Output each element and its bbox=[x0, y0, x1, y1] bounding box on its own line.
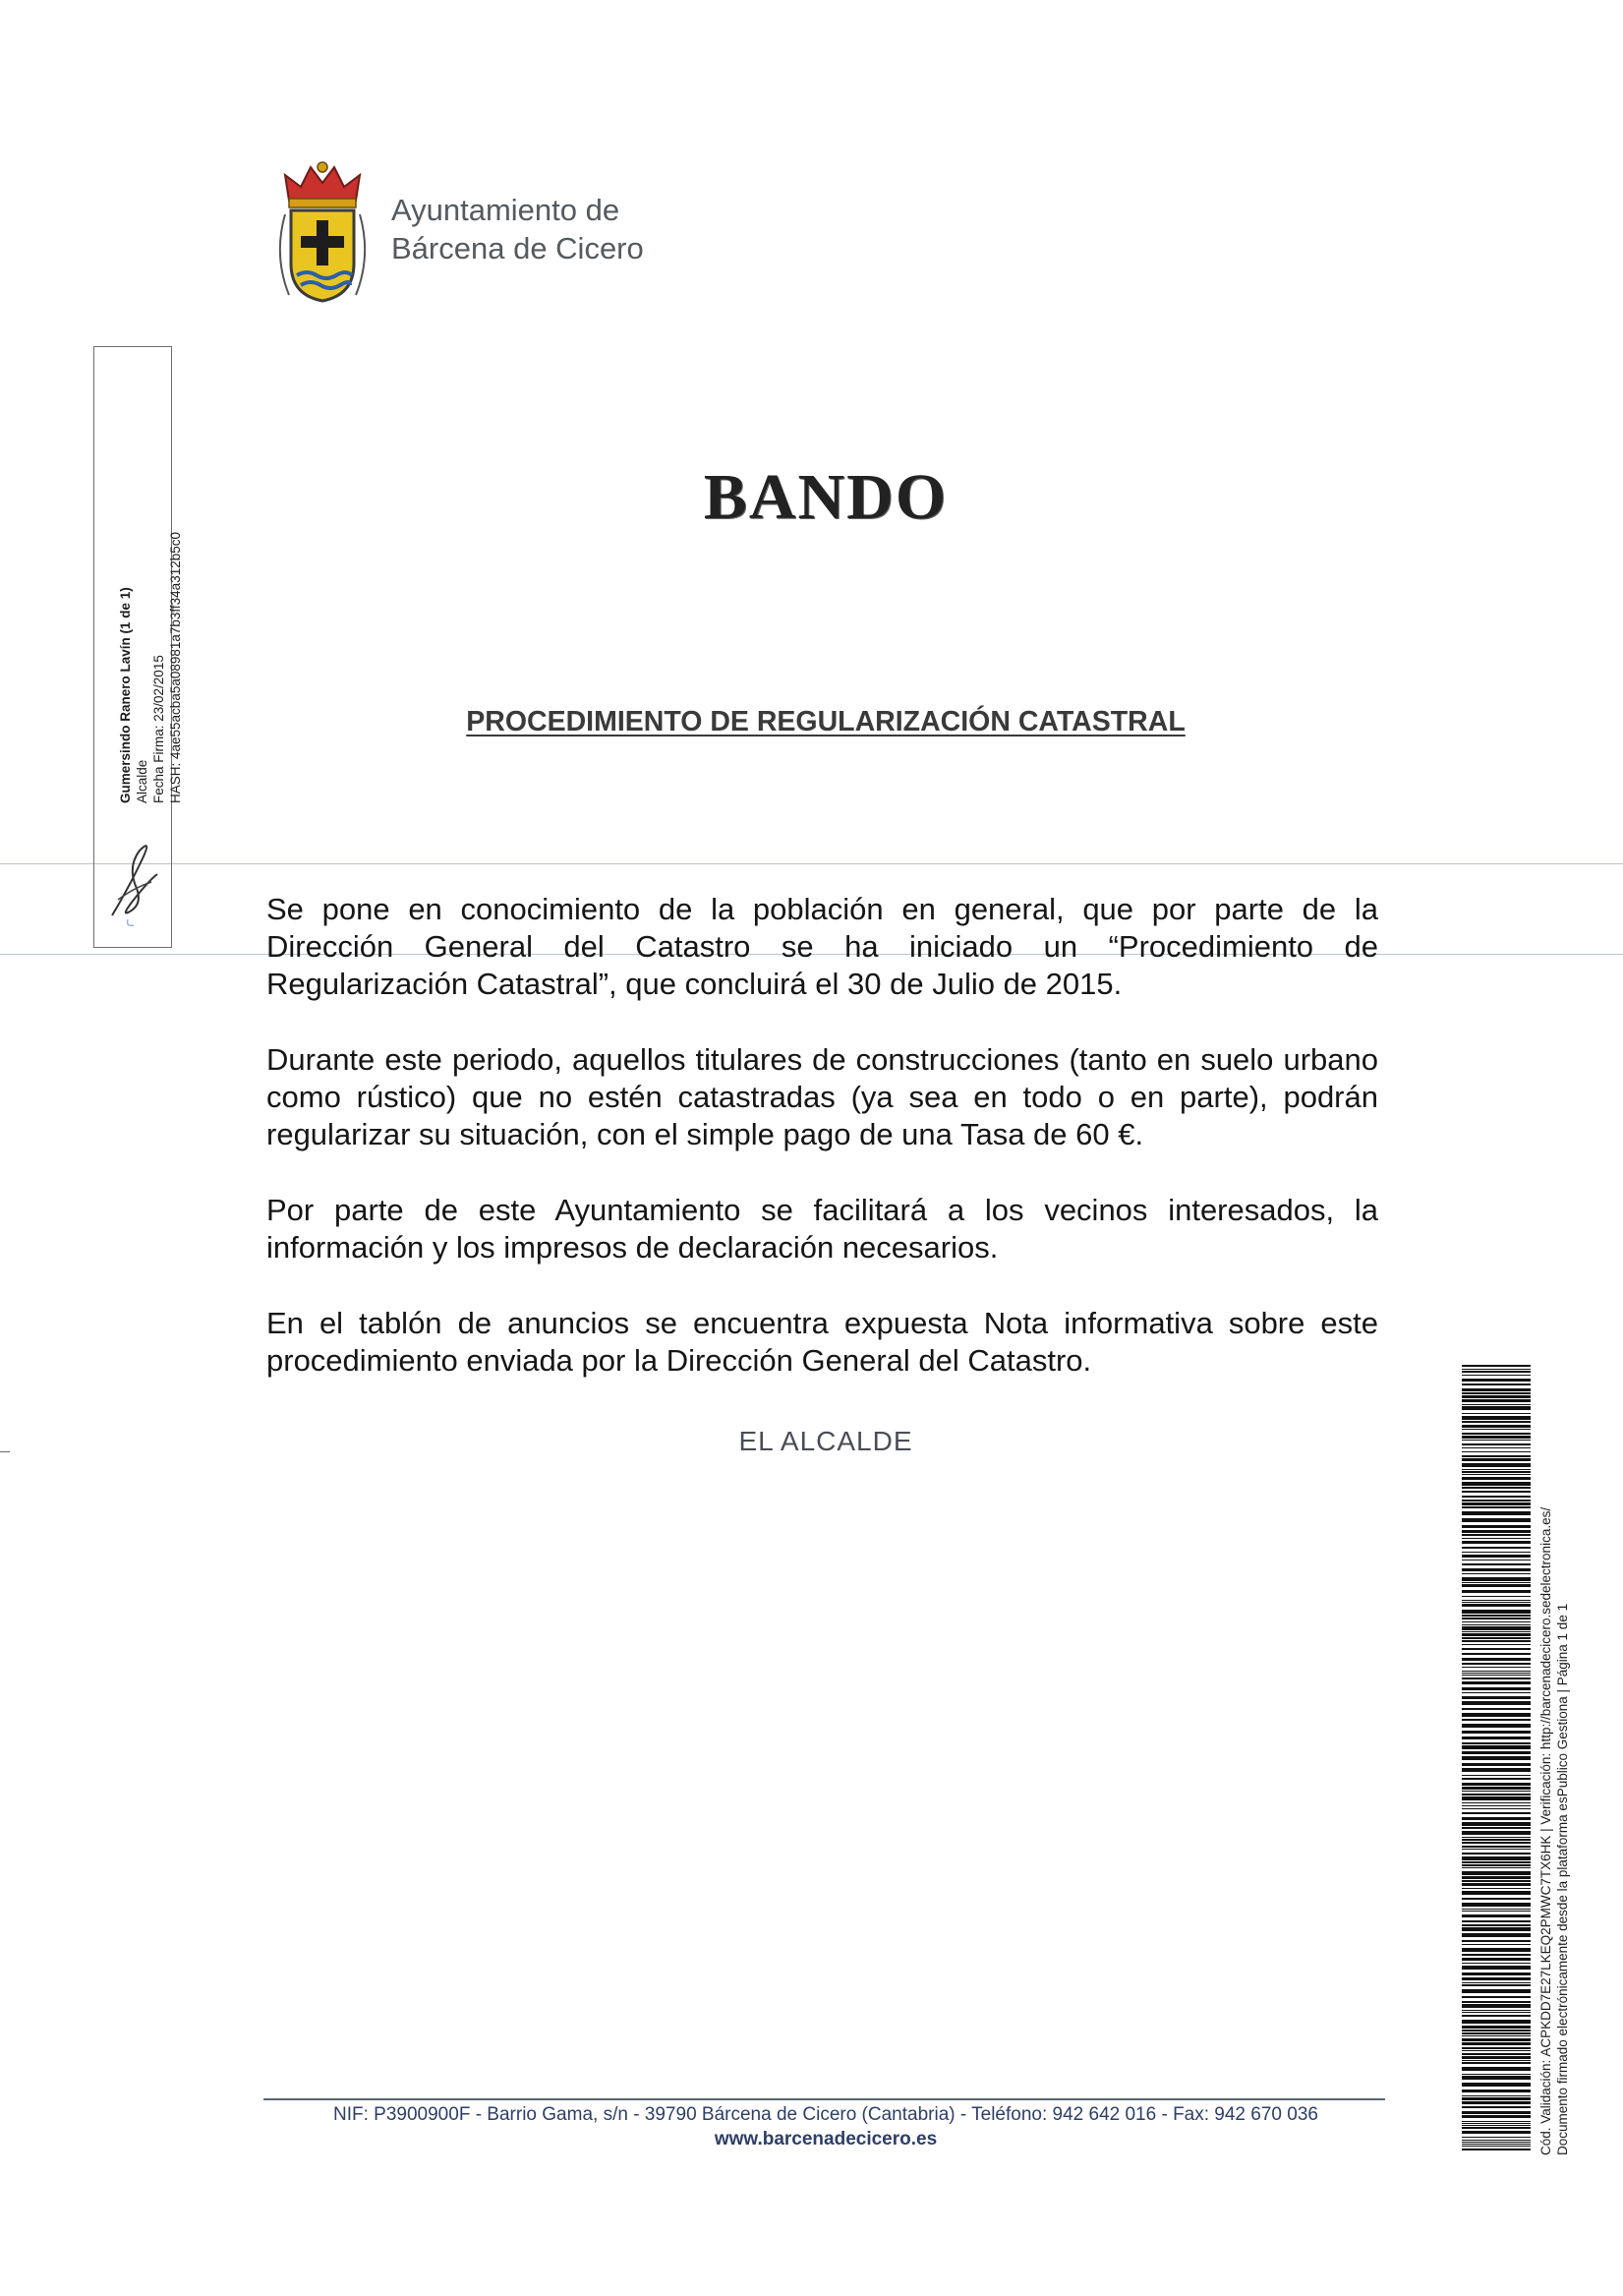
signatory-title: EL ALCALDE bbox=[738, 1426, 913, 1456]
handwritten-signature-icon bbox=[100, 817, 167, 935]
barcode-icon bbox=[1462, 1365, 1531, 2151]
announcement-body bbox=[266, 891, 1378, 1418]
footer-website-link[interactable]: www.barcenadecicero.es bbox=[714, 2129, 938, 2149]
paragraph: Durante este periodo, aquellos titulares de construcciones (tanto en suelo urbano como rústico) que no estén catastradas (ya sea en todo o en parte), podrán regularizar su situación, con el simple pago de una Tasa de 60 €. bbox=[266, 1042, 1378, 1151]
paragraph: En el tablón de anuncios se encuentra expuesta Nota informativa sobre este procedimiento enviada por la Dirección General del Catastro. bbox=[266, 1306, 1378, 1378]
organization-name-line2: Bárcena de Cicero bbox=[391, 231, 644, 265]
verification-text bbox=[1537, 1379, 1571, 2155]
footer-divider bbox=[263, 2098, 1385, 2100]
electronic-signature-box bbox=[93, 346, 183, 948]
coat-of-arms-icon bbox=[267, 157, 377, 305]
organization-name bbox=[391, 191, 644, 267]
scan-line bbox=[0, 863, 1623, 864]
paragraph: Por parte de este Ayuntamiento se facilitará a los vecinos interesados, la información y los impresos de declaración necesarios. bbox=[266, 1193, 1378, 1265]
signer-name: Gumersindo Ranero Lavín (1 de 1) bbox=[118, 587, 133, 803]
footer-contact: NIF: P3900900F - Barrio Gama, s/n - 39790 Bárcena de Cicero (Cantabria) - Teléfono: 942 642 016 - Fax: 942 670 036 bbox=[333, 2104, 1318, 2125]
document-title: BANDO bbox=[703, 461, 949, 533]
organization-name-line1: Ayuntamiento de bbox=[391, 193, 620, 227]
signature-hash: HASH: 4ae55acba5a08981a7b3ff34a312b5c0 bbox=[168, 532, 183, 803]
document-subtitle: PROCEDIMIENTO DE REGULARIZACIÓN CATASTRAL bbox=[466, 706, 1186, 737]
validation-code: Cód. Validación: ACPKDD7E27LKEQ2PMWC7TX6HK | Verificación: http://barcenadecicero.sedelectronica.es/ bbox=[1538, 1506, 1553, 2155]
platform-note: Documento firmado electrónicamente desde la plataforma esPublico Gestiona | Página 1 de 1 bbox=[1555, 1603, 1570, 2155]
paragraph: Se pone en conocimiento de la población en general, que por parte de la Dirección General del Catastro se ha iniciado un “Procedimiento de Regularización Catastral”, que concluirá el 30 de Julio de 2015. bbox=[266, 892, 1378, 1001]
signer-role: Alcalde bbox=[135, 759, 149, 803]
signature-date: Fecha Firma: 23/02/2015 bbox=[151, 655, 166, 803]
